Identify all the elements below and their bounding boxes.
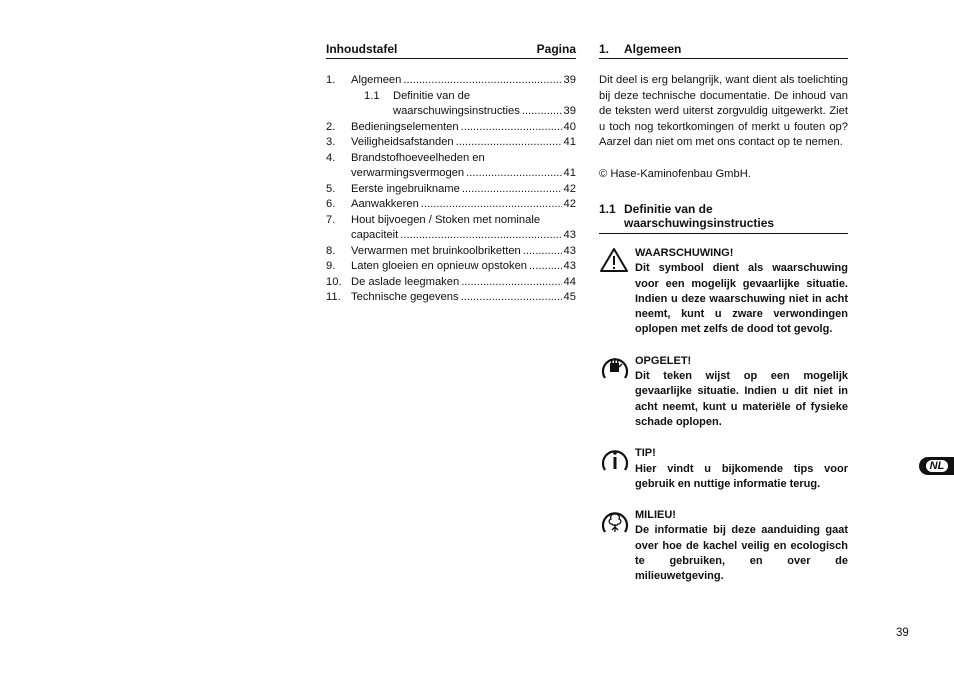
toc-item-label: De aslade leegmaken	[351, 275, 460, 288]
toc-item	[326, 73, 576, 89]
language-badge	[919, 457, 954, 475]
toc-leader-dots	[523, 244, 562, 260]
toc-leader-dots	[456, 135, 562, 151]
section-heading	[599, 42, 848, 59]
toc-item-page: 41	[563, 136, 576, 148]
toc-item-page: 40	[563, 120, 576, 133]
toc-item-label: Aanwakkeren	[351, 198, 419, 210]
toc-item	[326, 213, 576, 229]
note-block	[599, 246, 848, 338]
toc-title: Inhoudstafel	[326, 42, 398, 56]
subsection-number: 1.1	[599, 201, 616, 216]
toc-item	[326, 120, 576, 136]
note-block	[599, 446, 848, 492]
subsection-title-line2: waarschuwingsinstructies	[624, 215, 775, 230]
toc-item	[326, 244, 576, 260]
toc-header	[326, 42, 576, 59]
toc-item-page: 43	[563, 260, 576, 272]
toc-item	[326, 104, 576, 120]
toc-leader-dots	[403, 73, 561, 89]
toc-item-page: 42	[563, 198, 576, 210]
toc-item	[326, 197, 576, 213]
note-block	[599, 508, 848, 584]
toc-item-number	[326, 228, 351, 244]
toc-item-number: 7.	[326, 213, 336, 226]
toc-item-label: Definitie van de	[393, 89, 471, 102]
toc-leader-dots	[522, 104, 562, 120]
note-text: Dit teken wijst op een mogelijk gevaarlijke situatie. Indien u dit niet in acht neemt, kunt u materiële of fysieke schade oplopen.	[635, 370, 848, 428]
toc-item-number: 2.	[326, 120, 336, 133]
toc-item-label: Algemeen	[351, 74, 402, 86]
toc-item-label: Eerste ingebruikname	[351, 182, 460, 195]
page-number: 39	[896, 627, 909, 639]
info-icon	[599, 446, 635, 492]
toc-item-number: 11.	[326, 291, 341, 303]
toc-item-page: 45	[563, 291, 576, 303]
hand-caution-icon	[599, 354, 635, 430]
notes-list	[599, 246, 848, 585]
toc-item-label: waarschuwingsinstructies	[393, 105, 520, 117]
toc-item-page: 43	[563, 244, 576, 257]
toc-item-label: Laten gloeien en opnieuw opstoken	[351, 260, 528, 272]
copyright-text: © Hase-Kaminofenbau GmbH.	[599, 167, 751, 180]
toc-item-label: Hout bijvoegen / Stoken met nominale	[351, 213, 541, 226]
toc-page-label: Pagina	[536, 42, 576, 56]
subsection-title	[624, 202, 774, 230]
toc-leader-dots	[462, 182, 562, 198]
note-block	[599, 354, 848, 430]
toc-item-page: 44	[563, 275, 576, 288]
toc-item-number: 1.	[326, 74, 336, 86]
toc-leader-dots	[466, 166, 561, 182]
subsection-title-line1: Definitie van de	[624, 201, 713, 216]
table-of-contents	[326, 42, 576, 306]
subsection-heading	[599, 202, 848, 234]
toc-item-label: Brandstofhoeveelheden en	[351, 151, 485, 164]
toc-item-number: 5.	[326, 182, 336, 195]
warning-triangle-icon	[599, 246, 635, 338]
note-content	[635, 246, 848, 338]
toc-item-number: 9.	[326, 260, 336, 272]
section-number: 1.	[599, 42, 610, 56]
note-title: OPGELET!	[635, 354, 692, 367]
language-badge-label: NL	[926, 460, 949, 472]
toc-item	[326, 290, 576, 306]
toc-item-label: Bedieningselementen	[351, 120, 459, 133]
note-content	[635, 446, 848, 492]
toc-leader-dots	[529, 259, 562, 275]
content-column	[599, 42, 848, 585]
toc-item-page: 43	[563, 229, 576, 241]
note-content	[635, 508, 848, 584]
toc-item-page: 42	[563, 182, 576, 195]
tree-environment-icon	[599, 508, 635, 584]
toc-leader-dots	[461, 275, 561, 291]
toc-item-label: Technische gegevens	[351, 291, 459, 303]
toc-item-number: 8.	[326, 244, 336, 257]
toc-item-label: Verwarmen met bruinkoolbriketten	[351, 244, 521, 257]
toc-item-number: 10.	[326, 275, 342, 288]
note-text: Hier vindt u bijkomende tips voor gebruik en nuttige informatie terug.	[635, 462, 848, 490]
note-title: MILIEU!	[635, 509, 676, 522]
note-text: Dit symbool dient als waarschuwing voor een mogelijk gevaarlijke situatie. Indien u deze waarschuwing niet in acht neemt, kunt u zware verwondingen oplopen met zelfs de dood tot gevolg.	[635, 262, 848, 336]
toc-item	[326, 135, 576, 151]
toc-leader-dots	[461, 290, 562, 306]
note-title: WAARSCHUWING!	[635, 246, 734, 259]
toc-item	[326, 228, 576, 244]
toc-item-number: 1.1	[364, 89, 380, 102]
toc-item-page: 39	[563, 74, 576, 86]
toc-item-label: Veiligheidsafstanden	[351, 136, 454, 148]
toc-item-number: 6.	[326, 198, 336, 210]
toc-item-number	[326, 166, 351, 182]
toc-item-label: capaciteit	[351, 229, 399, 241]
section-title: Algemeen	[624, 42, 682, 56]
toc-item-label: verwarmingsvermogen	[351, 167, 465, 179]
note-content	[635, 354, 848, 430]
toc-item-number: 4.	[326, 151, 336, 164]
note-text: De informatie bij deze aanduiding gaat over hoe de kachel veilig en ecologisch te gebruiken, en over de milieuwetgeving.	[635, 524, 848, 583]
toc-item	[326, 151, 576, 167]
note-title: TIP!	[635, 447, 656, 460]
toc-leader-dots	[461, 120, 562, 136]
toc-item	[326, 182, 576, 198]
toc-item	[326, 166, 576, 182]
toc-item-page: 41	[563, 167, 576, 179]
toc-item-number	[364, 104, 393, 120]
toc-list	[326, 73, 576, 306]
toc-item	[326, 275, 576, 291]
toc-item-page: 39	[563, 105, 576, 117]
intro-paragraph: Dit deel is erg belangrijk, want dient als toelichting bij deze technische documentatie. De inhoud van de teksten werd uiterst zorgvuldig uitgewerkt. Ziet u toch nog tekortkomingen of merkt u fouten op? Aarzel dan niet om met ons contact op te nemen.	[599, 74, 848, 149]
toc-leader-dots	[400, 228, 561, 244]
toc-item	[326, 259, 576, 275]
toc-leader-dots	[421, 197, 562, 213]
toc-item	[326, 89, 576, 105]
toc-item-number: 3.	[326, 136, 336, 148]
